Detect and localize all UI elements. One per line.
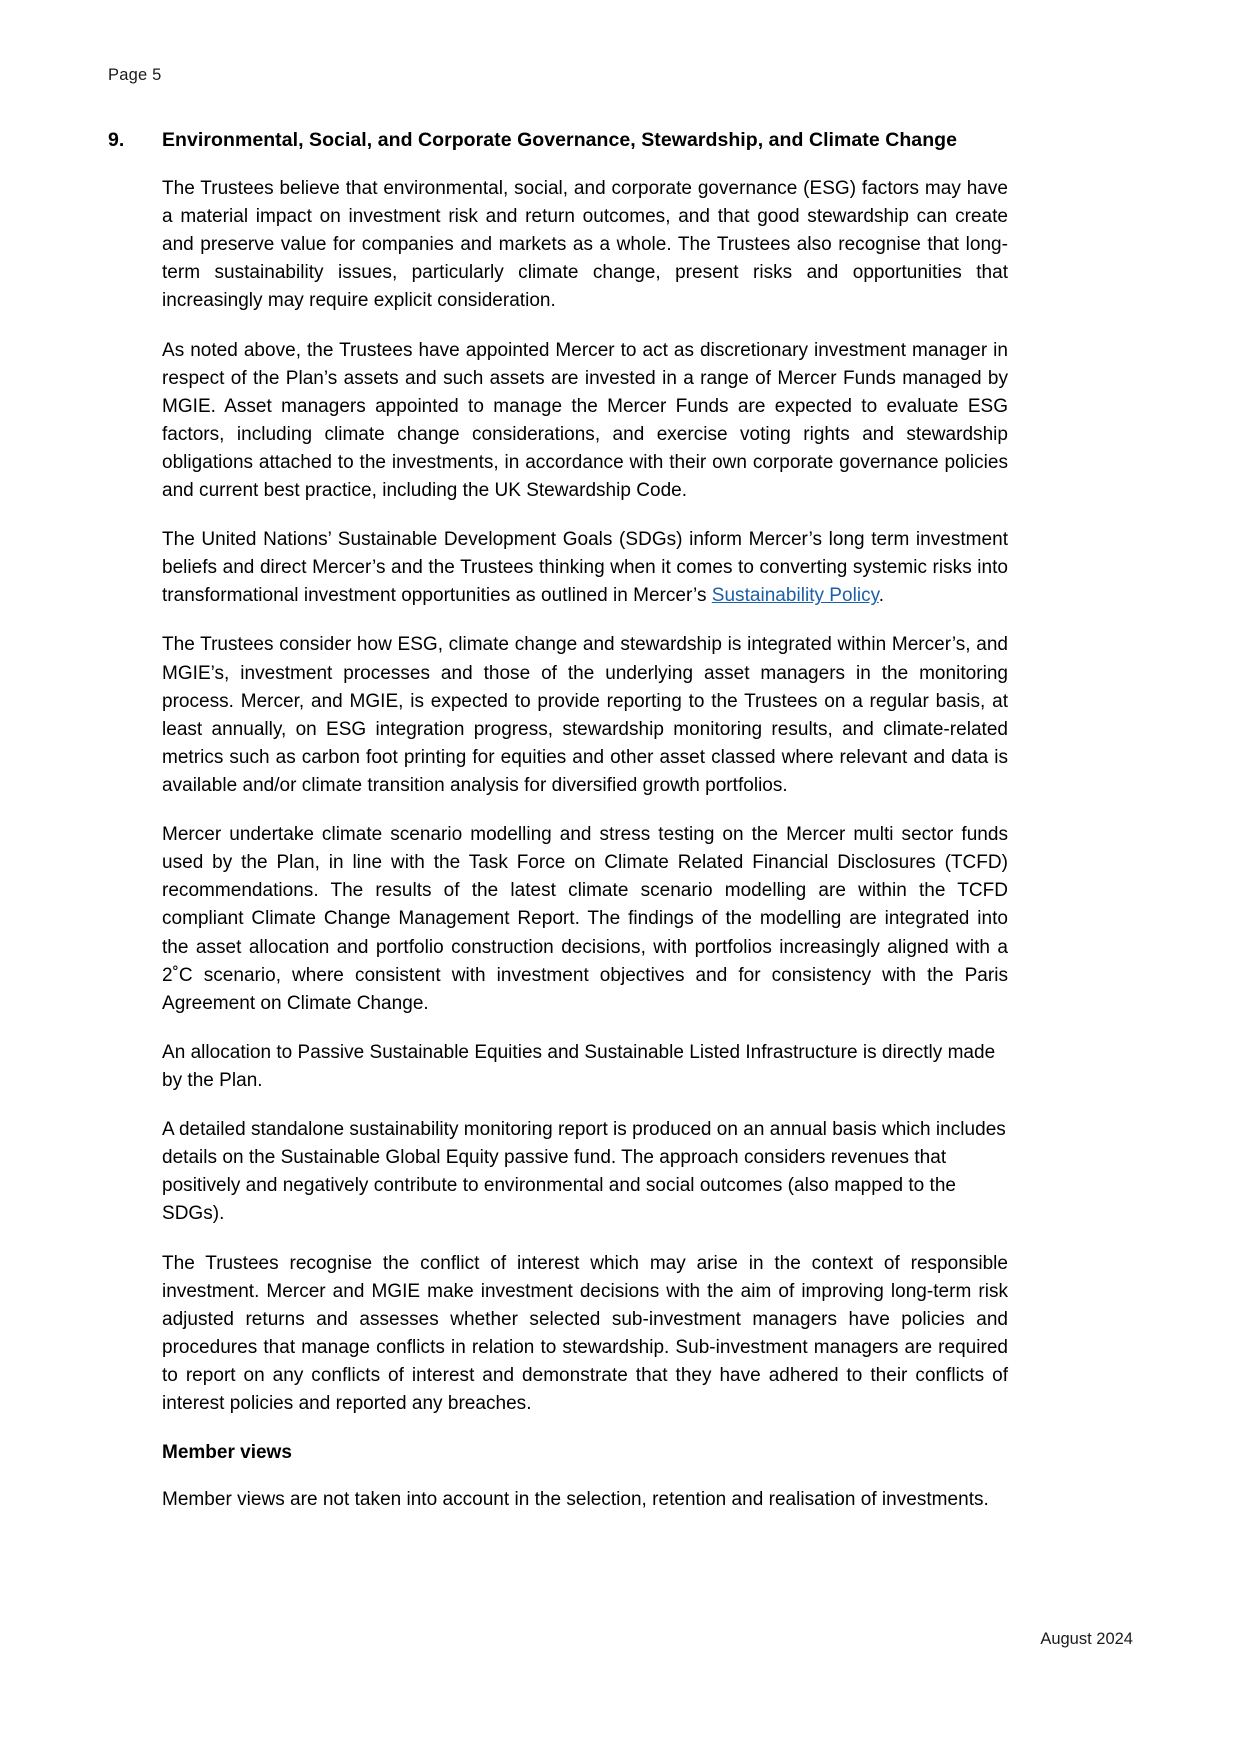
paragraph-8: The Trustees recognise the conflict of interest which may arise in the context of responsible investment. Mercer and MGIE make investment decisions with the aim of improving long-term risk adjusted returns and assesses whether selected sub-investment managers have policies and procedures that manage conflicts in relation to stewardship. Sub-investment managers are required to report on any conflicts of interest and demonstrate that they have adhered to their conflicts of interest policies and reported any breaches. bbox=[162, 1252, 1008, 1415]
section-number: 9. bbox=[108, 129, 125, 151]
paragraph-4: The Trustees consider how ESG, climate change and stewardship is integrated within Mercer’s, and MGIE’s, investment processes and those of the underlying asset managers in the monitoring process. Mercer, and MGIE, is expected to provide reporting to the Trustees on a regular basis, at least annually, on ESG integration progress, stewardship monitoring results, and climate-related metrics such as carbon foot printing for equities and other asset classed where relevant and data is available and/or climate transition analysis for diversified growth portfolios. bbox=[162, 634, 1008, 797]
section-heading bbox=[108, 128, 1008, 153]
page-footer-date: August 2024 bbox=[1040, 1630, 1133, 1648]
sustainability-policy-link[interactable]: Sustainability Policy bbox=[711, 585, 879, 607]
paragraph-2: As noted above, the Trustees have appointed Mercer to act as discretionary investment manager in respect of the Plan’s assets and such assets are invested in a range of Mercer Funds managed by MGIE. Asset managers appointed to manage the Mercer Funds are expected to evaluate ESG factors, including climate change considerations, and exercise voting rights and stewardship obligations attached to the investments, in accordance with their own corporate governance policies and current best practice, including the UK Stewardship Code. bbox=[162, 339, 1008, 502]
member-views-heading: Member views bbox=[162, 1442, 292, 1464]
paragraph-3-text-after-link: . bbox=[878, 585, 885, 607]
paragraph-5: Mercer undertake climate scenario modelling and stress testing on the Mercer multi sector funds used by the Plan, in line with the Task Force on Climate Related Financial Disclosures (TCFD) recommendations. The results of the latest climate scenario modelling are within the TCFD compliant Climate Change Management Report. The findings of the modelling are integrated into the asset allocation and portfolio construction decisions, with portfolios increasingly aligned with a 2˚C scenario, where consistent with investment objectives and for consistency with the Paris Agreement on Climate Change. bbox=[162, 824, 1008, 1014]
paragraph-7: A detailed standalone sustainability monitoring report is produced on an annual basis which includes details on the Sustainable Global Equity passive fund. The approach considers revenues that positively and negatively contribute to environmental and social outcomes (also mapped to the SDGs). bbox=[162, 1119, 1006, 1225]
paragraph-3 bbox=[162, 526, 1008, 610]
paragraph-1: The Trustees believe that environmental, social, and corporate governance (ESG) factors may have a material impact on investment risk and return outcomes, and that good stewardship can create and preserve value for companies and markets as a whole. The Trustees also recognise that long-term sustainability issues, particularly climate change, present risks and opportunities that increasingly may require explicit consideration. bbox=[162, 177, 1008, 312]
page-content bbox=[108, 128, 1008, 1535]
paragraph-3-text-before-link: The United Nations’ Sustainable Development Goals (SDGs) inform Mercer’s long term investment beliefs and direct Mercer’s and the Trustees thinking when it comes to converting systemic risks into transformational investment opportunities as outlined in Mercer’s bbox=[162, 529, 1008, 607]
section-title: Environmental, Social, and Corporate Governance, Stewardship, and Climate Change bbox=[162, 129, 958, 151]
page-number-header: Page 5 bbox=[108, 66, 162, 84]
paragraph-6: An allocation to Passive Sustainable Equities and Sustainable Listed Infrastructure is directly made by the Plan. bbox=[162, 1041, 996, 1092]
member-views-paragraph: Member views are not taken into account in the selection, retention and realisation of investments. bbox=[162, 1489, 989, 1511]
